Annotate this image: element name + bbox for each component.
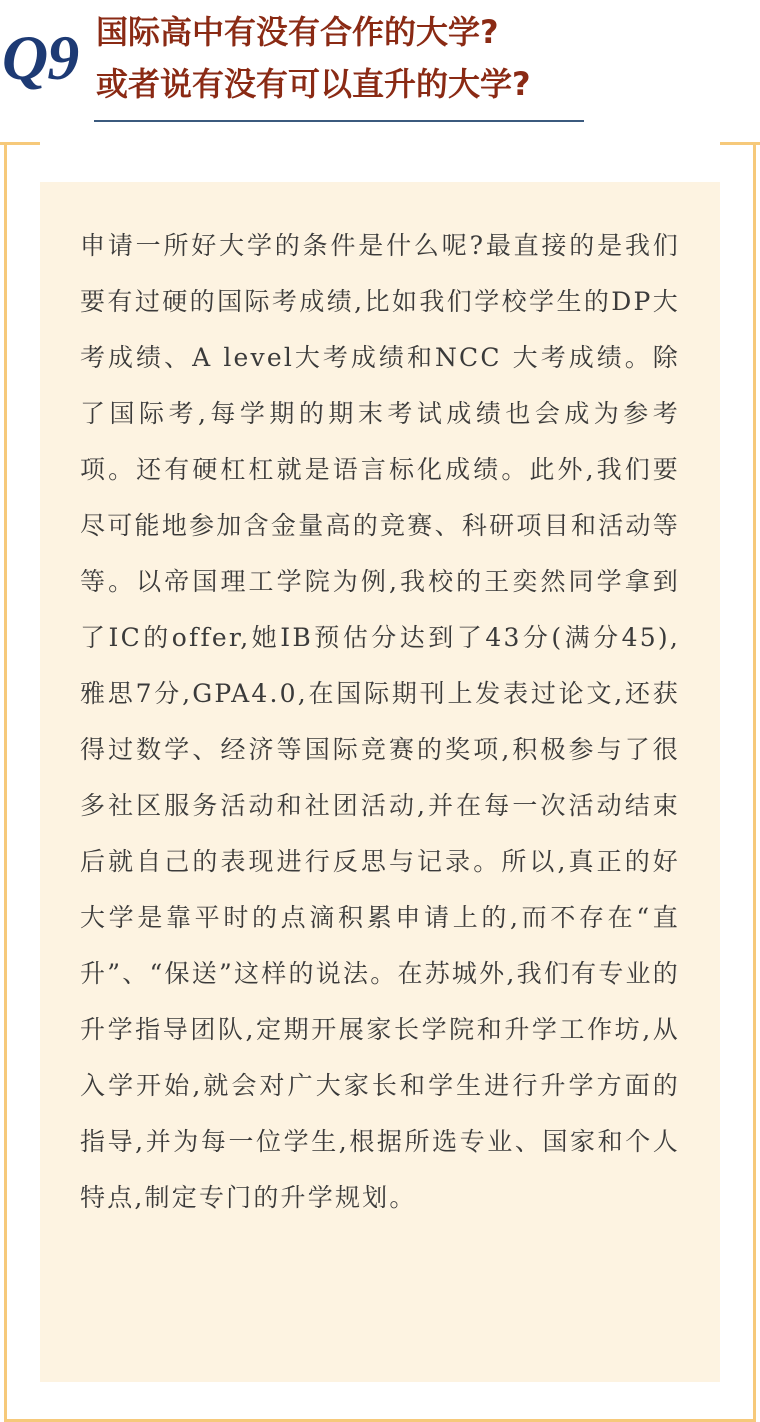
question-number-badge: Q9 (2, 22, 79, 93)
answer-paragraph: 申请一所好大学的条件是什么呢?最直接的是我们要有过硬的国际考成绩,比如我们学校学生的DP大考成绩、A level大考成绩和NCC 大考成绩。除了国际考,每学期的期末考试成绩也会成为参考项。还有硬杠杠就是语言标化成绩。此外,我们要尽可能地参加含金量高的竞赛、科研项目和活动等等。以帝国理工学院为例,我校的王奕然同学拿到了IC的offer,她IB预估分达到了43分(满分45),雅思7分,GPA4.0,在国际期刊上发表过论文,还获得过数学、经济等国际竞赛的奖项,积极参与了很多社区服务活动和社团活动,并在每一次活动结束后就自己的表现进行反思与记录。所以,真正的好大学是靠平时的点滴积累申请上的,而不存在“直升”、“保送”这样的说法。在苏城外,我们有专业的升学指导团队,定期开展家长学院和升学工作坊,从入学开始,就会对广大家长和学生进行升学方面的指导,并为每一位学生,根据所选专业、国家和个人特点,制定专门的升学规划。 (80, 231, 680, 1212)
frame-left-border (4, 142, 7, 1422)
question-title-line-2: 或者说有没有可以直升的大学? (96, 65, 531, 103)
answer-panel (40, 182, 720, 1382)
frame-right-border (753, 142, 756, 1422)
question-title (96, 6, 596, 110)
title-underline-divider (94, 120, 584, 122)
question-title-line-1: 国际高中有没有合作的大学? (96, 13, 499, 51)
